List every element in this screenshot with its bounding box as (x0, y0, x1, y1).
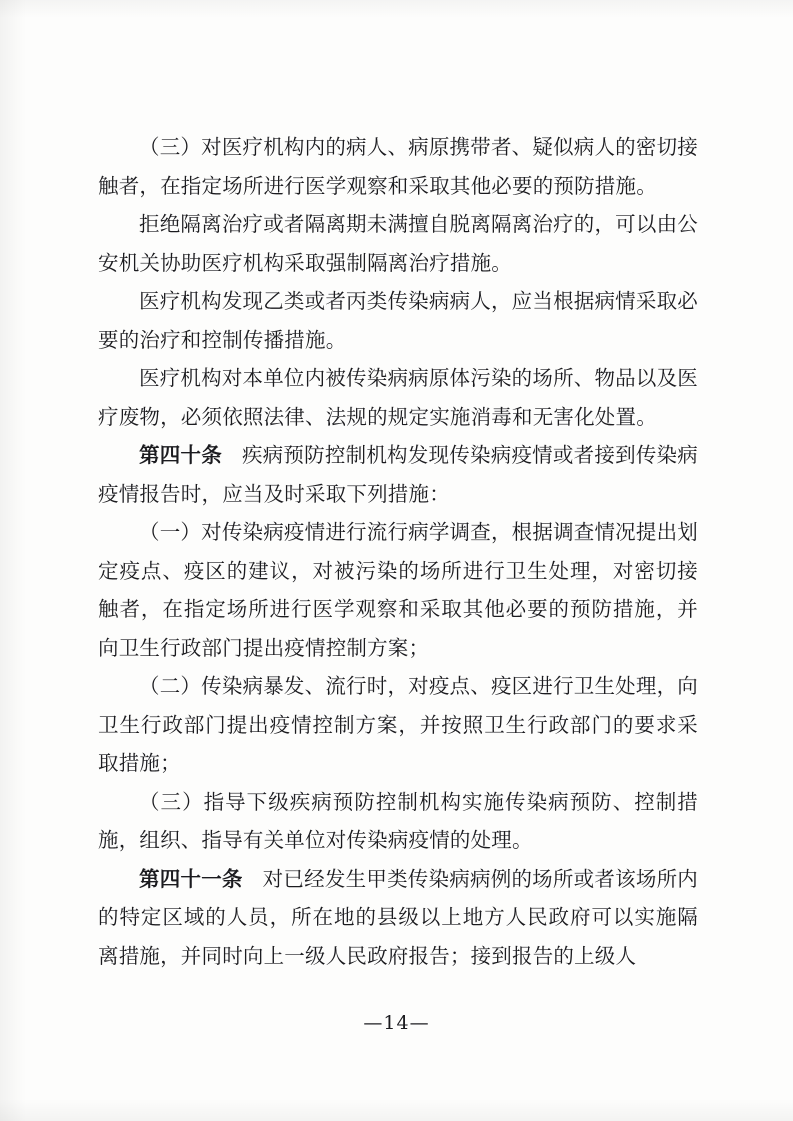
paragraph-list-item: （一）对传染病疫情进行流行病学调查，根据调查情况提出划定疫点、疫区的建议，对被污染的场所进行卫生处理，对密切接触者，在指定场所进行医学观察和采取其他必要的预防措施，并向卫生行政部门提出疫情控制方案； (98, 520, 698, 660)
paragraph-body: 医疗机构发现乙类或者丙类传染病病人，应当根据病情采取必要的治疗和控制传播措施。 (98, 289, 698, 352)
article-number-label: 第四十条 (139, 443, 222, 467)
paragraph-list-item: （三）指导下级疾病预防控制机构实施传染病预防、控制措施，组织、指导有关单位对传染病疫情的处理。 (98, 789, 698, 852)
paragraph-article-41 (98, 860, 698, 976)
page-edge-shading-bottom (0, 1099, 793, 1121)
paragraph-body: 医疗机构对本单位内被传染病病原体污染的场所、物品以及医疗废物，必须依照法律、法规的规定实施消毒和无害化处置。 (98, 366, 698, 429)
page-number: —14— (363, 1012, 430, 1034)
article-number-label: 第四十一条 (139, 866, 243, 891)
paragraph-list-item: （二）传染病暴发、流行时，对疫点、疫区进行卫生处理，向卫生行政部门提出疫情控制方案，并按照卫生行政部门的要求采取措施； (98, 674, 698, 775)
page-text-body (98, 128, 698, 975)
paragraph-article-40 (98, 436, 698, 513)
article-text: 疾病预防控制机构发现传染病疫情或者接到传染病疫情报告时，应当及时采取下列措施： (98, 443, 698, 506)
page-edge-shading-top (0, 0, 793, 18)
paragraph-body: 拒绝隔离治疗或者隔离期未满擅自脱离隔离治疗的，可以由公安机关协助医疗机构采取强制隔离治疗措施。 (98, 212, 698, 275)
paragraph-list-item: （三）对医疗机构内的病人、病原携带者、疑似病人的密切接触者，在指定场所进行医学观察和采取其他必要的预防措施。 (98, 135, 698, 198)
article-text: 对已经发生甲类传染病病例的场所或者该场所内的特定区域的人员，所在地的县级以上地方人民政府可以实施隔离措施，并同时向上一级人民政府报告；接到报告的上级人 (98, 866, 698, 968)
page-footer (0, 1012, 793, 1034)
page-edge-shading-left (0, 0, 26, 1121)
